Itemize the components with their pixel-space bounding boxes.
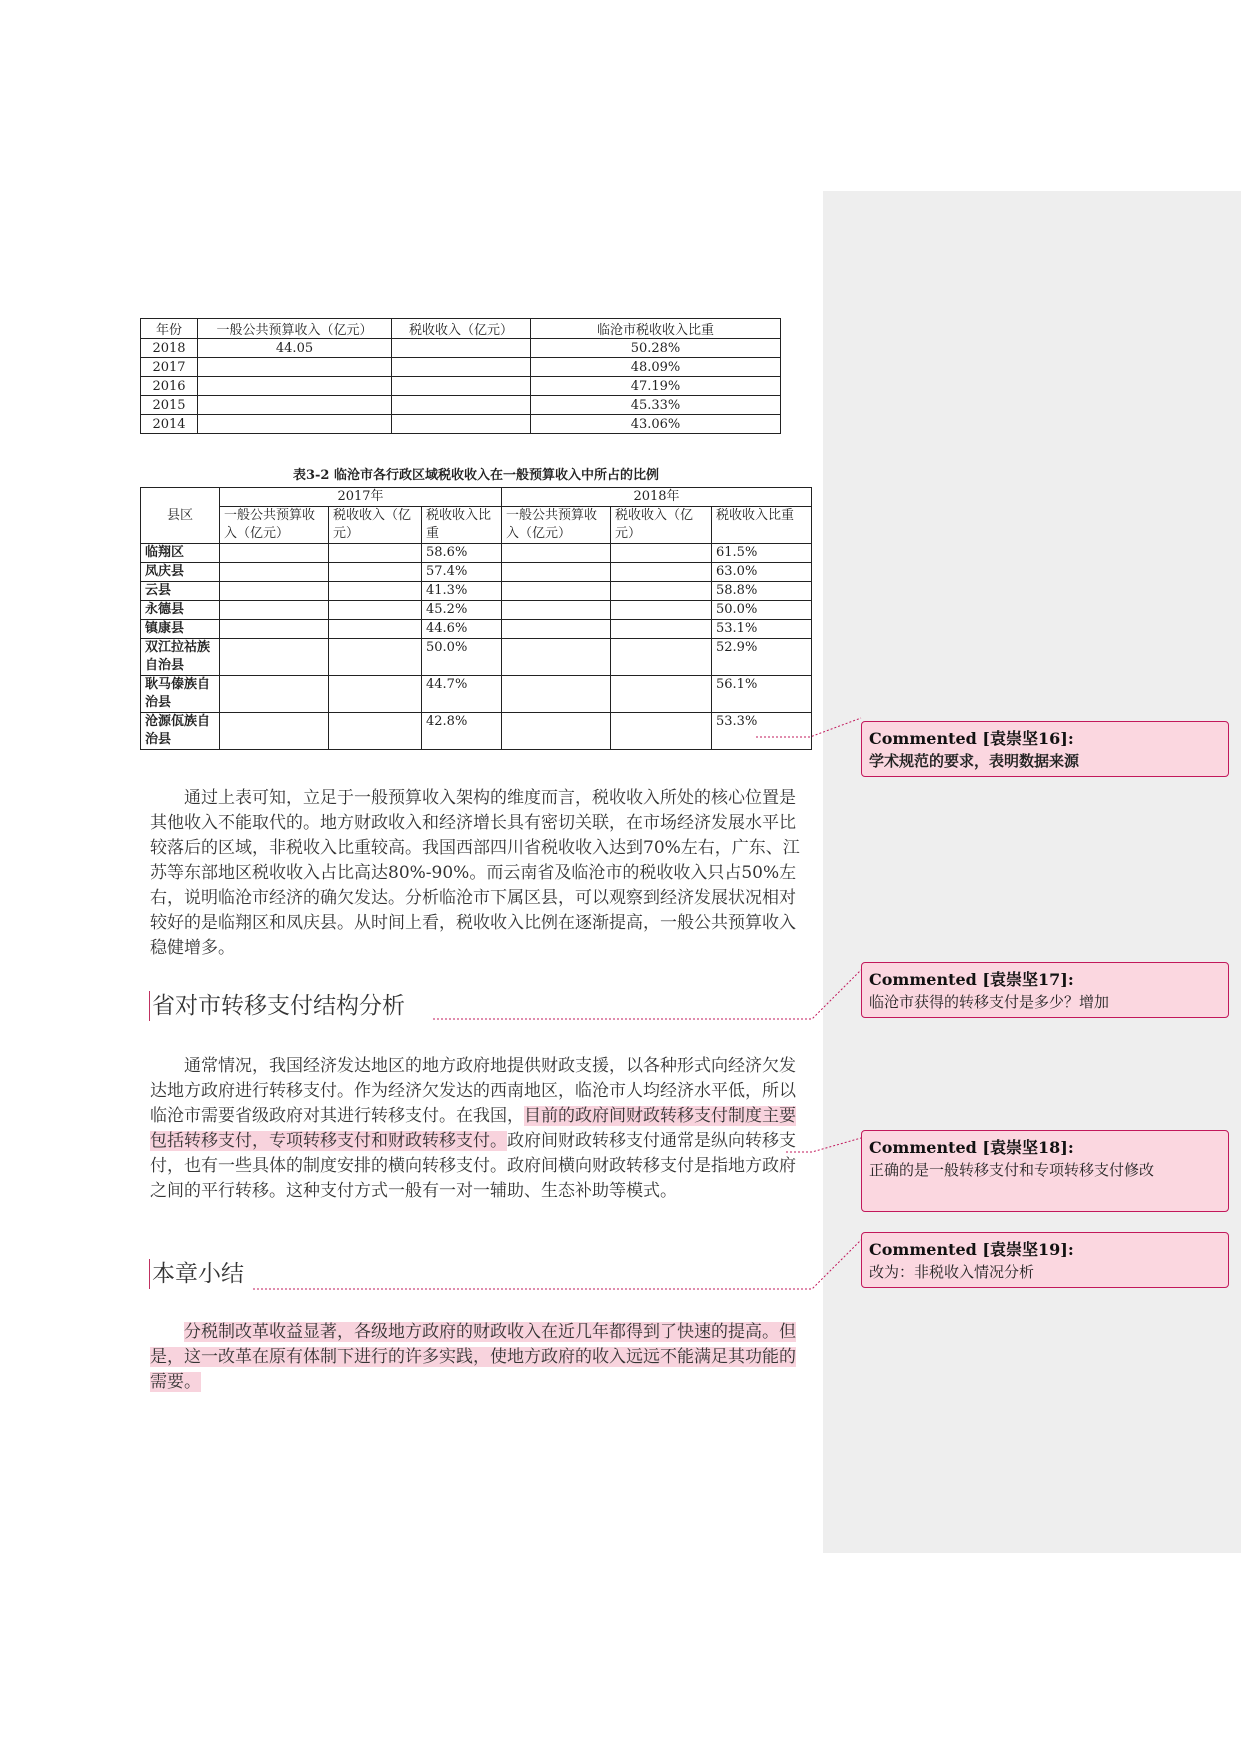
comment-box-18[interactable]: [861, 1130, 1229, 1212]
comment-box-19[interactable]: [861, 1232, 1229, 1288]
table-cell: [502, 639, 611, 676]
table-row: [141, 676, 812, 713]
section-heading-chapter-summary[interactable]: [149, 1259, 244, 1289]
paragraph-text-a: 通常情况，我国经济发达地区的地方政府地提供财政支援，以各种形式向经济欠发达地方政府进行转移支付。作为经济欠发达的西南地区，临沧市人均经济水平低，所以临沧市需要省级政府对其进行转移支付。在我国，: [150, 1056, 796, 1126]
header-county: 县区: [141, 488, 220, 544]
ratio-2018-cell: 58.8%: [712, 582, 812, 601]
table-cell: [329, 620, 422, 639]
table-cell: [329, 713, 422, 750]
county-name-cell: 云县: [141, 582, 220, 601]
table-cell: 2017: [141, 358, 198, 377]
header-year-2017: 2017年: [220, 488, 502, 507]
table-cell: [502, 544, 611, 563]
table-cell: [611, 563, 712, 582]
table-cell: [220, 601, 329, 620]
table-cell: [220, 639, 329, 676]
subheader-tax-2017: 税收收入（亿元）: [329, 507, 422, 544]
county-name-cell: 凤庆县: [141, 563, 220, 582]
table-cell: [220, 544, 329, 563]
body-paragraph-analysis[interactable]: [150, 786, 810, 961]
table-cell: [220, 676, 329, 713]
table-cell: [502, 620, 611, 639]
table-row: [141, 377, 781, 396]
subheader-ratio-2017: 税收收入比重: [422, 507, 502, 544]
table-row: [141, 582, 812, 601]
ratio-2017-cell: 44.6%: [422, 620, 502, 639]
subheader-budget-2018: 一般公共预算收入（亿元）: [502, 507, 611, 544]
ratio-2018-cell: 56.1%: [712, 676, 812, 713]
ratio-2017-cell: 42.8%: [422, 713, 502, 750]
header-year-2018: 2018年: [502, 488, 812, 507]
table-cell: [198, 358, 392, 377]
county-name-cell: 双江拉祜族自治县: [141, 639, 220, 676]
table-cell: 2014: [141, 415, 198, 434]
body-paragraph-summary[interactable]: [150, 1320, 810, 1395]
table-cell: [502, 563, 611, 582]
comments-margin-pane: [823, 191, 1241, 1553]
table-cell: 2015: [141, 396, 198, 415]
table-cell: [220, 582, 329, 601]
comment-title: Commented [袁崇坚17]:: [869, 970, 1074, 989]
table-header-row: [141, 488, 812, 507]
comment-body: 改为：非税收入情况分析: [869, 1263, 1035, 1281]
table-cell: [611, 676, 712, 713]
table-cell: [329, 544, 422, 563]
table-cell: [502, 601, 611, 620]
ratio-2017-cell: 58.6%: [422, 544, 502, 563]
table-row: [141, 396, 781, 415]
subheader-budget-2017: 一般公共预算收入（亿元）: [220, 507, 329, 544]
header-tax-ratio: 临沧市税收收入比重: [531, 319, 781, 339]
subheader-tax-2018: 税收收入（亿元）: [611, 507, 712, 544]
ratio-2018-cell: 53.3%: [712, 713, 812, 750]
table-cell: [611, 713, 712, 750]
header-tax-revenue: 税收收入（亿元）: [392, 319, 531, 339]
ratio-2017-cell: 45.2%: [422, 601, 502, 620]
county-name-cell: 永德县: [141, 601, 220, 620]
table-cell: 48.09%: [531, 358, 781, 377]
table-cell: [329, 601, 422, 620]
table-cell: [220, 713, 329, 750]
county-name-cell: 沧源佤族自治县: [141, 713, 220, 750]
table-tax-ratio-by-year: [140, 318, 781, 434]
body-paragraph-transfer[interactable]: [150, 1054, 810, 1204]
table-row: [141, 601, 812, 620]
table-cell: [220, 620, 329, 639]
table-cell: [329, 582, 422, 601]
comment-box-17[interactable]: [861, 962, 1229, 1018]
table-cell: [502, 676, 611, 713]
ratio-2018-cell: 52.9%: [712, 639, 812, 676]
table-cell: [392, 396, 531, 415]
table-cell: [611, 582, 712, 601]
table-cell: 43.06%: [531, 415, 781, 434]
table-subheader-row: [141, 507, 812, 544]
table-cell: [220, 563, 329, 582]
table-cell: [392, 415, 531, 434]
table-cell: 2018: [141, 339, 198, 358]
ratio-2017-cell: 50.0%: [422, 639, 502, 676]
comment-title: Commented [袁崇坚16]:: [869, 729, 1074, 748]
table-cell: [502, 713, 611, 750]
table-row: [141, 544, 812, 563]
table-caption: 表3-2 临沧市各行政区域税收收入在一般预算收入中所占的比例: [292, 468, 659, 483]
header-year: 年份: [141, 319, 198, 339]
ratio-2017-cell: 57.4%: [422, 563, 502, 582]
county-name-cell: 镇康县: [141, 620, 220, 639]
comment-title: Commented [袁崇坚19]:: [869, 1240, 1074, 1259]
table-cell: [329, 563, 422, 582]
table-row: [141, 415, 781, 434]
table-cell: [502, 582, 611, 601]
comment-title: Commented [袁崇坚18]:: [869, 1138, 1074, 1157]
comment-body: 学术规范的要求，表明数据来源: [869, 752, 1080, 770]
table-cell: [611, 544, 712, 563]
table-cell: [611, 601, 712, 620]
ratio-2018-cell: 63.0%: [712, 563, 812, 582]
table-header-row: [141, 319, 781, 339]
highlighted-commented-text[interactable]: 目前的政府间财政转移支付制度主要包括转移支付，专项转移支付和财政转移支付。: [150, 1106, 796, 1151]
highlighted-commented-text[interactable]: 分税制改革收益显著，各级地方政府的财政收入在近几年都得到了快速的提高。但是，这一改革在原有体制下进行的许多实践，使地方政府的收入远远不能满足其功能的需要。: [150, 1322, 796, 1392]
table-cell: [611, 620, 712, 639]
table-cell: [611, 639, 712, 676]
ratio-2018-cell: 61.5%: [712, 544, 812, 563]
table-cell: [392, 339, 531, 358]
table-cell: 47.19%: [531, 377, 781, 396]
subheader-ratio-2018: 税收收入比重: [712, 507, 812, 544]
heading-text: 本章小结: [152, 1261, 244, 1287]
table-cell: [329, 639, 422, 676]
section-heading-transfer-payment[interactable]: [149, 991, 405, 1021]
table-tax-ratio-by-district: [140, 487, 812, 750]
ratio-2017-cell: 44.7%: [422, 676, 502, 713]
table-row: [141, 639, 812, 676]
table-cell: 45.33%: [531, 396, 781, 415]
ratio-2017-cell: 41.3%: [422, 582, 502, 601]
ratio-2018-cell: 53.1%: [712, 620, 812, 639]
table-cell: [198, 415, 392, 434]
table-cell: [392, 377, 531, 396]
table-cell: 50.28%: [531, 339, 781, 358]
county-name-cell: 临翔区: [141, 544, 220, 563]
table-cell: 2016: [141, 377, 198, 396]
table-cell: [198, 377, 392, 396]
paragraph-text: 通过上表可知，立足于一般预算收入架构的维度而言，税收收入所处的核心位置是其他收入不能取代的。地方财政收入和经济增长具有密切关联，在市场经济发展水平比较落后的区域，非税收入比重较高。我国西部四川省税收收入达到70%左右，广东、江苏等东部地区税收收入占比高达80%-90%。而云南省及临沧市的税收收入只占50%左右，说明临沧市经济的确欠发达。分析临沧市下属区县，可以观察到经济发展状况相对较好的是临翔区和凤庆县。从时间上看，税收收入比例在逐渐提高，一般公共预算收入稳健增多。: [150, 788, 800, 958]
table-cell: 44.05: [198, 339, 392, 358]
table-row: [141, 339, 781, 358]
table-cell: [329, 676, 422, 713]
comment-body: 正确的是一般转移支付和专项转移支付修改: [869, 1161, 1155, 1179]
table-row: [141, 620, 812, 639]
ratio-2018-cell: 50.0%: [712, 601, 812, 620]
paragraph-text-b: 政府间财政转移支付通常是纵向转移支付，也有一些具体的制度安排的横向转移支付。政府间横向财政转移支付是指地方政府之间的平行转移。这种支付方式一般有一对一辅助、生态补助等模式。: [150, 1131, 796, 1201]
header-general-budget: 一般公共预算收入（亿元）: [198, 319, 392, 339]
comment-body: 临沧市获得的转移支付是多少？增加: [869, 993, 1110, 1011]
table-cell: [392, 358, 531, 377]
table-cell: [198, 396, 392, 415]
table-row: [141, 358, 781, 377]
heading-text: 省对市转移支付结构分析: [152, 993, 405, 1019]
comment-box-16[interactable]: [861, 721, 1229, 777]
table-row: [141, 563, 812, 582]
table-row: [141, 713, 812, 750]
county-name-cell: 耿马傣族自治县: [141, 676, 220, 713]
